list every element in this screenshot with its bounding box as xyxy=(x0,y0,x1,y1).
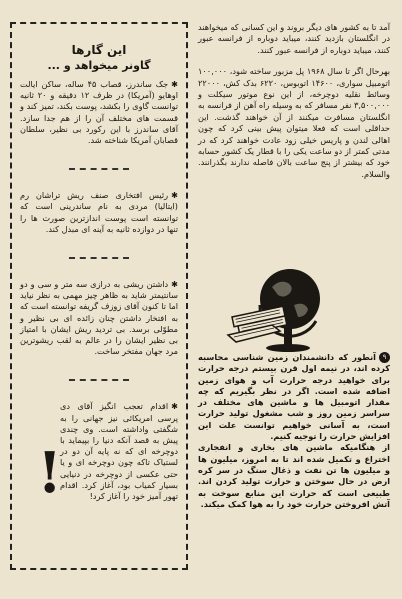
exclamation-mark-icon: ! xyxy=(37,440,62,507)
record-text-butcher: جک ساندرز، قصاب ۴۵ ساله، ساکن ایالت اوهایو (آمریکا) در ظرف ۱۲ دقیقه و ۲۰ ثانیه توانست گاوی را بکشد، پوست بکند، تمیز کند و قسمت های مختلف آن را از هم جدا سازد. آقای ساندرز با این رکورد بی نظیر، سلطان قصابان آمریکا شناخته شد. xyxy=(20,79,178,146)
climate-text-1: آنطور که دانشمندان زمین شناسی محاسبه کرده اند، در نیمه اول قرن بیستم درجه حرارت برای خواهید درجه حرارت آب و هوای زمین اضافه شده است. اگر در نظر بگیریم که چه مقدار اتومبیل ها و ماشین های مختلف در سراسر زمین روز و شب مشغول تولید حرارت است، به آسانی خواهیم توانست علت این افزایش حرارت را توجیه کنیم. xyxy=(198,352,390,442)
dashed-divider xyxy=(69,168,129,170)
tunnel-paragraph-1: آمد تا به کشور های دیگر بروند و این کسانی که میخواهند در انگلستان بازدید کنند، میباید دوباره از فرانسه عبور کنند، میباید دوباره از فرانسه عبور کنند. xyxy=(198,22,390,55)
right-column-top xyxy=(198,22,390,180)
record-item-butcher xyxy=(20,79,178,146)
record-text-bicycle: اقدام تعجب انگیز آقای دی پرسی امریکائی نیز جهانی را به شگفتی واداشته است. وی چندی پیش به قصد آنکه دنیا را بپیماید با دوچرخه ای که نه پایه آن دو در لستیاک تاکه چون دوچرخه ای و یا حتی عکسی از دوچرخه در دنیایی بسیار کمیاب بود، آغاز کرد. اقدام تهور آمیز خود را آغاز کرد! xyxy=(60,401,178,502)
star-icon: ✱ xyxy=(171,401,178,412)
right-column-bottom xyxy=(198,352,390,510)
record-item-barber xyxy=(20,190,178,235)
climate-paragraph-1 xyxy=(198,352,390,442)
star-icon: ✱ xyxy=(171,279,178,290)
dashed-divider xyxy=(69,379,129,381)
tunnel-paragraph-2: بهرحال اگر تا سال ۱۹۶۸ پل مزبور ساخته شود، ۱۰۰,۰۰۰ اتومبیل سواری، ۱۴۶۰۰ اتوبوس، ۶۲۲۰ بدک کش، ۲۲۰۰۰ وسائط نقلیه دوچرخه، از این نوع موتور سیکلت و ۳,۵۰۰,۰۰۰ نفر مسافر که به وسیله راه آهن از فرانسه به انگلستان مسافرت میکنند از آن خواهند گذشت. این حداقلی است که فعلا میتوان پیش بینی کرد که چون اهالی لندن و پاریس خیلی زود عادت خواهند کرد که در مدتی کمتر از دو ساعت یکی را با قطار یک کشور حسابه خود که بیشتر از پنج ساعت بالان فاصله ندارند بگذرانند. والسلام. xyxy=(198,66,390,179)
globe-with-books-icon xyxy=(210,265,360,353)
record-item-beard xyxy=(20,279,178,357)
star-icon: ✱ xyxy=(171,190,178,201)
item-number-badge: ۹ xyxy=(379,352,390,363)
box-title: این گارها xyxy=(71,43,127,57)
record-text-barber: رئیس افتخاری صنف ریش تراشان رم (ایتالیا) مردی به نام ساندرینی است که توانسته است پوست اندازترین صورت ها را تنها در دوازده ثانیه به آینه ای مبدل کند. xyxy=(20,190,178,234)
records-box xyxy=(10,22,188,570)
star-icon: ✱ xyxy=(171,79,178,89)
record-item-bicycle xyxy=(20,401,178,507)
box-subtitle: گاونر میخواهد و ... xyxy=(47,59,151,72)
dashed-divider xyxy=(69,257,129,259)
record-text-beard: داشتن ریشی به درازی سه متر و سی و دو سانتیمتر شاید به ظاهر چیز مهمی به نظر نیاید اما تا کنون آقای زوزف گریفه توانسته است که به افتخار داشتن چنان زائده ای بی نظیر و مطوّلی برسد. بی تردید ریش ایشان با امتیاز بی نظیر ایشان را در عالم به لقب ریشوترین مرد جهان مفتخر ساخت. xyxy=(20,279,178,357)
climate-paragraph-2: از هنگامیکه ماشین های بخاری و انفجاری اختراع و تکمیل شده اند تا به امروز، میلیون ها و میلیون ها تن نفت و ذغال سنگ در سر کره ارض در حال سوختن و حرارت تولید کردن اند. طبیعی است که حرارت این منابع سوخت به آتش افروختن حرارت خود را به هوا کمک میکند. xyxy=(198,442,390,509)
